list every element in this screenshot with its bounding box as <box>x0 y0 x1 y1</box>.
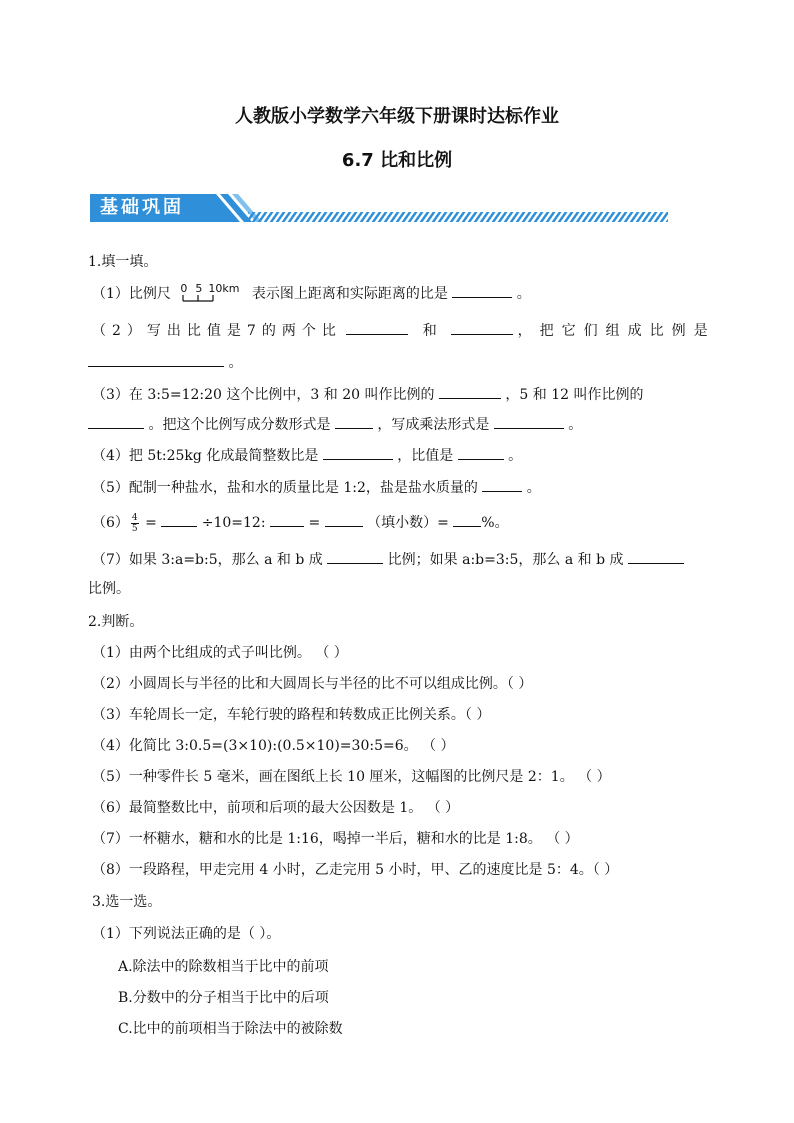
q3-blank-1[interactable] <box>439 384 501 399</box>
q6-frac-num: 4 <box>131 512 138 523</box>
q6-text-d: （填小数）= <box>367 515 449 531</box>
judge-item-4: （4）化简比 3:0.5=(3×10):(0.5×10)=30:5=6。 （ ） <box>92 738 455 754</box>
judge-item-8: （8）一段路程，甲走完用 4 小时，乙走完用 5 小时，甲、乙的速度比是 5：4。（ ） <box>92 862 619 878</box>
question-1-5 <box>92 477 541 498</box>
judge-item-6: （6）最简整数比中，前项和后项的最大公因数是 1。 （ ） <box>92 800 460 816</box>
question-1-7 <box>92 549 684 570</box>
q6-text-b: ÷10=12: <box>201 515 266 531</box>
judge-item-1: （1）由两个比组成的式子叫比例。 （ ） <box>92 645 348 661</box>
q2-blank-2[interactable] <box>451 320 513 335</box>
q7-blank-1[interactable] <box>327 549 383 564</box>
q3-text-a: （3）在 3:5=12:20 这个比例中，3 和 20 叫作比例的 <box>92 387 435 403</box>
q3-blank-4[interactable] <box>494 414 564 429</box>
question-1-7-cont: 比例。 <box>88 581 130 597</box>
choice-option-c[interactable]: C.比中的前项相当于除法中的被除数 <box>118 1021 343 1037</box>
judge-item-7: （7）一杯糖水，糖和水的比是 1:16，喝掉一半后，糖和水的比是 1:8。 （ ） <box>92 831 579 847</box>
q3-text-d: ，写成乘法形式是 <box>377 417 490 433</box>
question-1-2-cont <box>88 352 242 373</box>
q2-end: 。 <box>228 355 243 371</box>
q2-blank-3[interactable] <box>88 352 224 367</box>
q6-blank-4[interactable] <box>453 512 481 527</box>
q7-text-b: 比例；如果 a:b=3:5，那么 a 和 b 成 <box>387 552 624 568</box>
q4-end: 。 <box>508 448 523 464</box>
q2-blank-1[interactable] <box>346 320 408 335</box>
question-1-2 <box>92 320 716 341</box>
q6-blank-1[interactable] <box>161 512 197 527</box>
q7-blank-2[interactable] <box>628 549 684 564</box>
q6-eq-1: = <box>145 515 157 531</box>
choice-question-1: （1）下列说法正确的是（ ）。 <box>92 926 281 942</box>
q2-text: （2）写出比值是7的两个比 <box>92 323 342 339</box>
q5-text: （5）配制一种盐水，盐和水的质量比是 1:2，盐是盐水质量的 <box>92 480 478 496</box>
q1-prefix: （1）比例尺 <box>92 286 171 302</box>
q5-end: 。 <box>526 480 541 496</box>
q2-and: 和 <box>422 323 437 339</box>
q6-frac-den: 5 <box>131 523 138 534</box>
question-1-1 <box>92 283 531 304</box>
scale-label-10km: 10km <box>208 282 240 295</box>
q6-prefix: （6） <box>92 515 129 531</box>
q3-end: 。 <box>568 417 583 433</box>
section1-heading: 1.填一填。 <box>88 254 158 270</box>
question-1-6 <box>92 512 509 534</box>
q3-text-b: ，5 和 12 叫作比例的 <box>505 387 644 403</box>
q5-blank[interactable] <box>482 477 522 492</box>
q1-answer-blank[interactable] <box>452 283 512 298</box>
choice-option-a[interactable]: A.除法中的除数相当于比中的前项 <box>118 959 329 975</box>
choice-option-b[interactable]: B.分数中的分子相当于比中的后项 <box>118 990 329 1006</box>
q1-suffix: 表示图上距离和实际距离的比是 <box>251 286 448 302</box>
q6-eq-2: = <box>308 515 321 531</box>
section3-heading: 3.选一选。 <box>92 894 162 910</box>
q4-blank-2[interactable] <box>458 445 504 460</box>
q4-blank-1[interactable] <box>323 445 393 460</box>
question-1-3 <box>92 384 643 405</box>
q4-text-a: （4）把 5t:25kg 化成最简整数比是 <box>92 448 319 464</box>
judge-item-5: （5）一种零件长 5 毫米，画在图纸上长 10 厘米，这幅图的比例尺是 2：1。 （ ） <box>92 769 611 785</box>
q6-fraction <box>131 513 139 534</box>
q3-blank-3[interactable] <box>335 414 373 429</box>
page-title: 人教版小学数学六年级下册课时达标作业 <box>235 106 559 127</box>
section2-heading: 2.判断。 <box>88 614 144 630</box>
q3-text-c: 。把这个比例写成分数形式是 <box>148 417 331 433</box>
page-subtitle: 6.7 比和比例 <box>341 150 453 171</box>
judge-item-3: （3）车轮周长一定，车轮行驶的路程和转数成正比例关系。（ ） <box>92 707 491 723</box>
scale-label-5: 5 <box>195 282 203 295</box>
question-1-4 <box>92 445 522 466</box>
q7-text-a: （7）如果 3:a=b:5，那么 a 和 b 成 <box>92 552 323 568</box>
q1-end: 。 <box>516 286 531 302</box>
section-banner <box>88 190 688 226</box>
banner-label: 基础巩固 <box>100 197 184 218</box>
q4-text-b: ，比值是 <box>397 448 454 464</box>
q6-blank-2[interactable] <box>270 512 304 527</box>
scale-label-0: 0 <box>180 282 188 295</box>
q3-blank-2[interactable] <box>88 414 144 429</box>
question-1-3-cont <box>88 414 582 435</box>
q6-end: %。 <box>481 515 509 531</box>
q6-blank-3[interactable] <box>325 512 363 527</box>
judge-item-2: （2）小圆周长与半径的比和大圆周长与半径的比不可以组成比例。（ ） <box>92 676 533 692</box>
q2-rest: ，把它们组成比例是 <box>517 323 716 339</box>
scale-bar-icon <box>177 282 245 303</box>
